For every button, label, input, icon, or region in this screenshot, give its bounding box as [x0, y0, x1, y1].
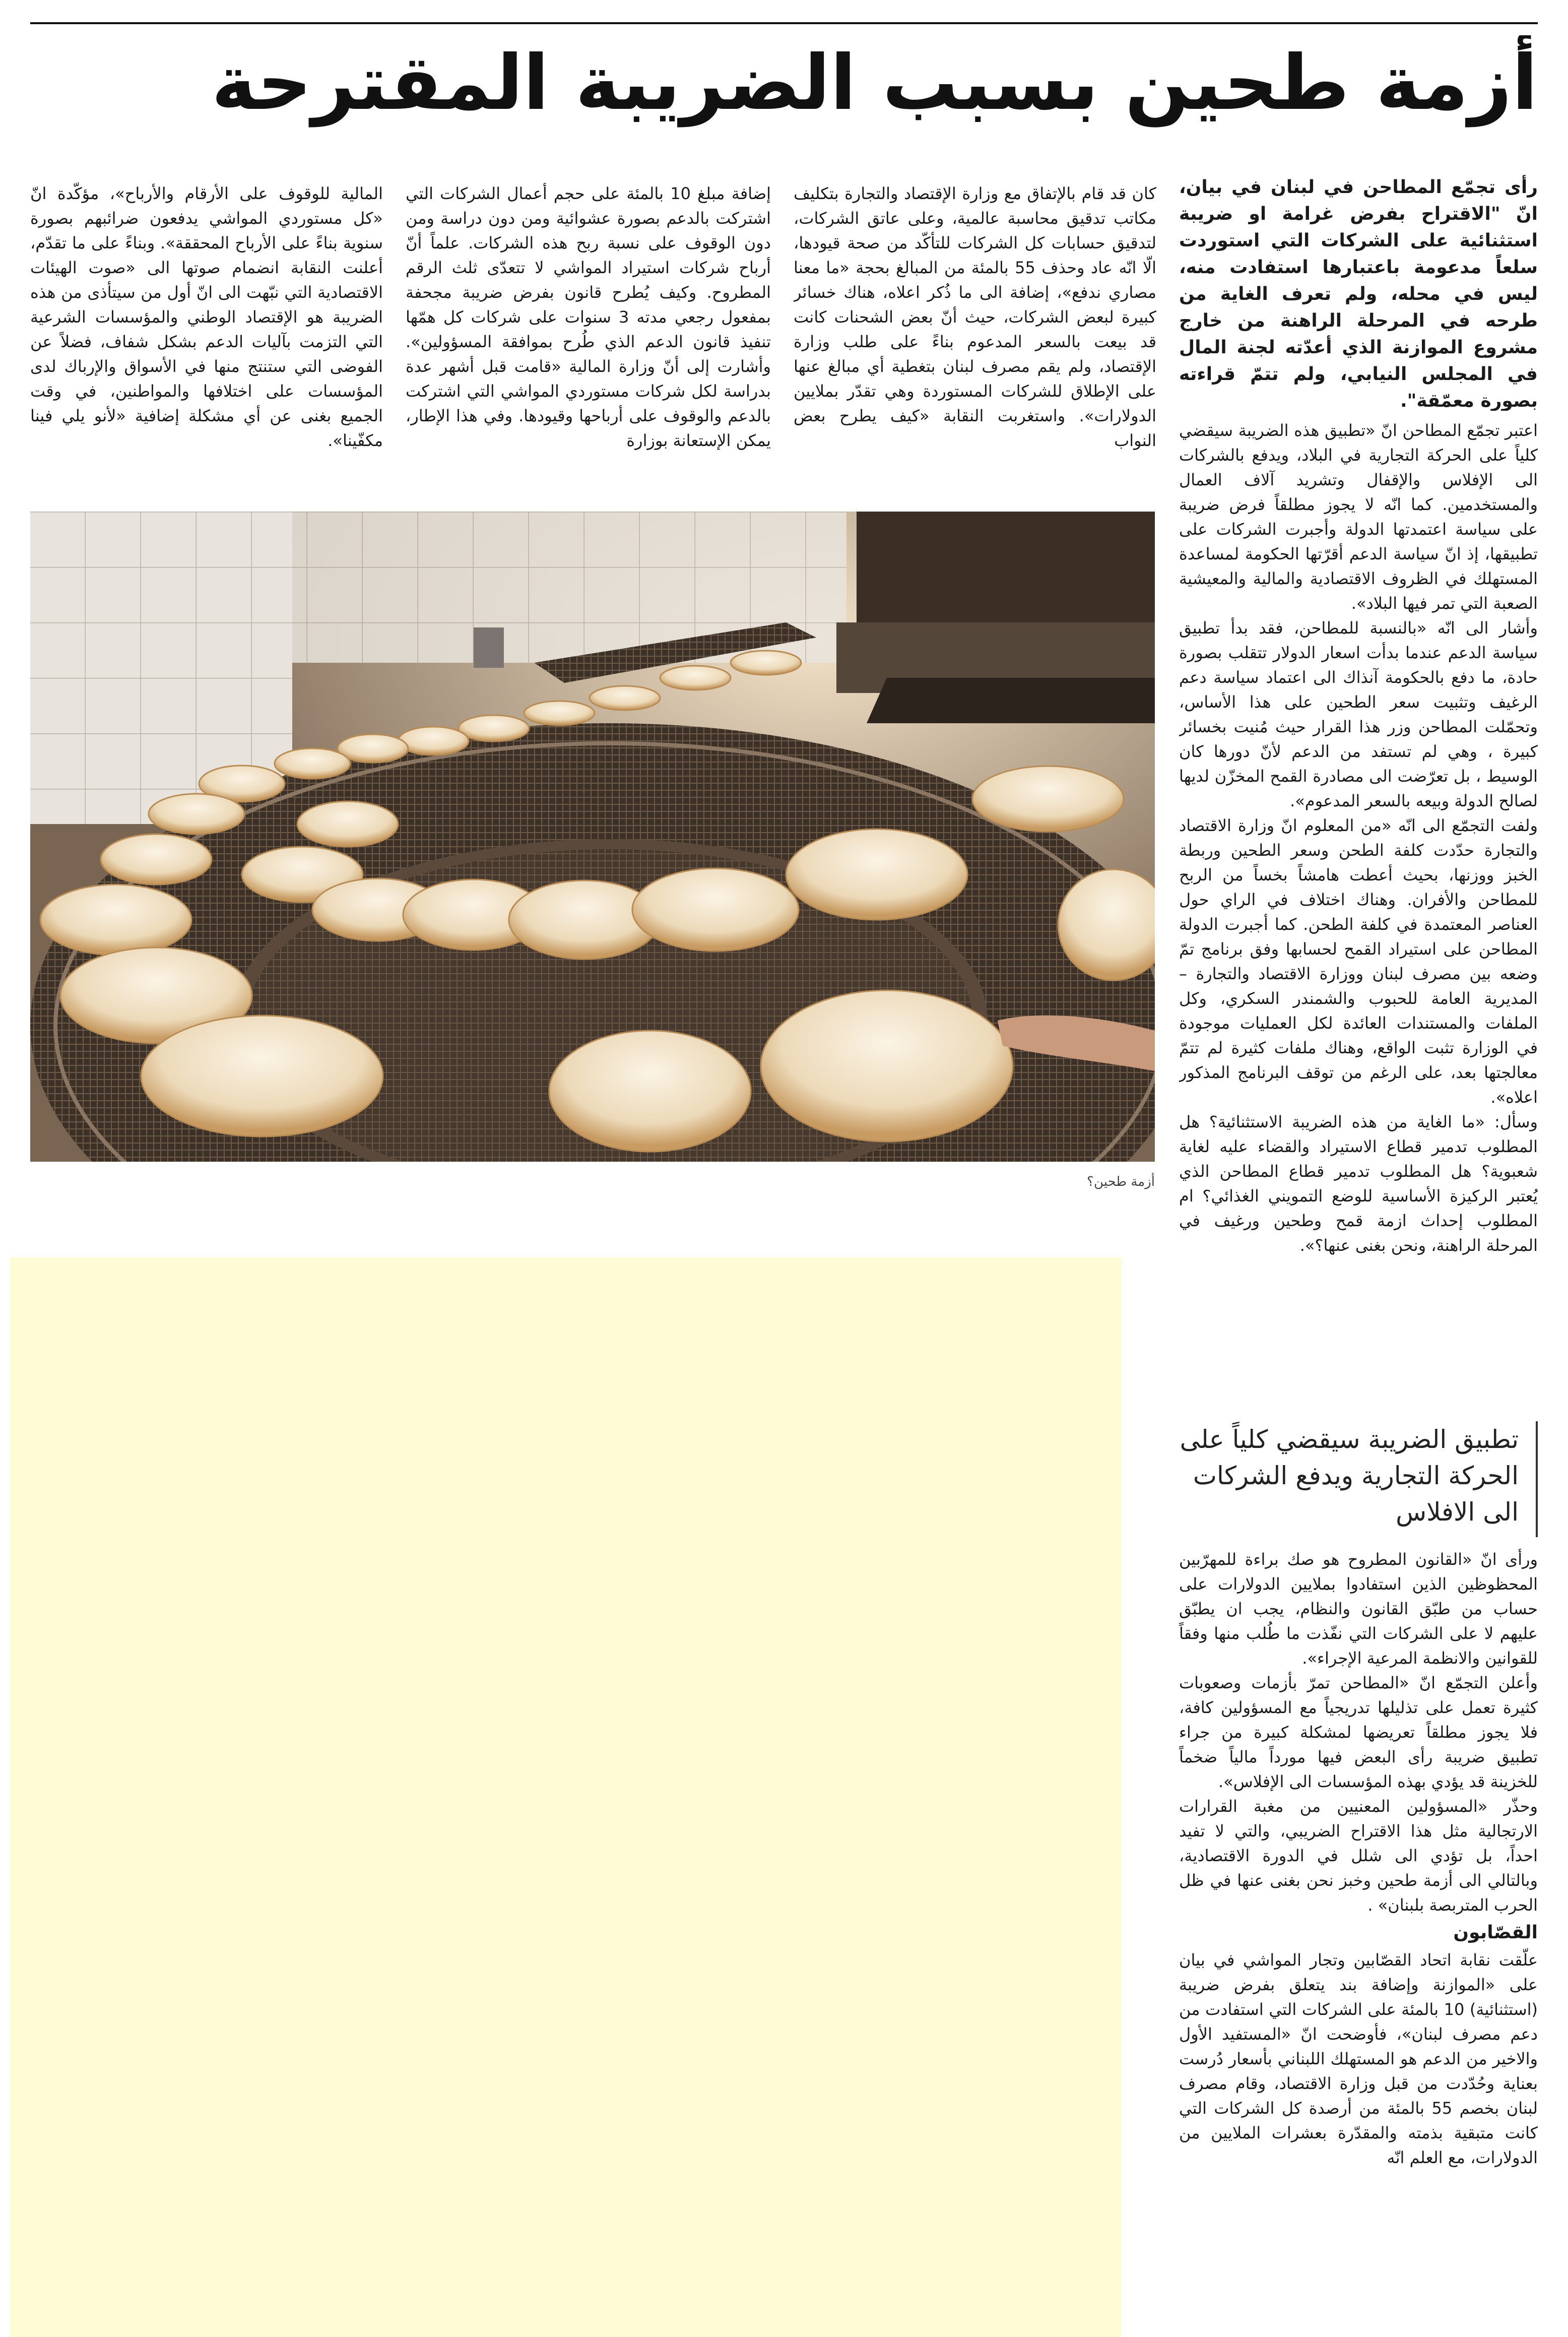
column-1-body [1179, 418, 1538, 1406]
column-4 [30, 181, 383, 504]
bakery-photo [30, 512, 1155, 1162]
col1-paragraph: اعتبر تجمّع المطاحن انّ «تطبيق هذه الضريبة سيقضي كلياً على الحركة التجارية في البلاد، ويدفع بالشركات الى الإفلاس والإقفال وتشريد آلاف العمال والمستخدمين. كما انّه لا يجوز مطلقاً فرض ضريبة على سياسة اعتمدتها الدولة وأجبرت الشركات على تطبيقها، إذ انّ سياسة الدعم أقرّتها الحكومة لمساعدة المستهلك في الظروف الاقتصادية والمالية والمعيشية الصعبة التي تمر فيها البلاد». [1179, 421, 1538, 613]
lead-paragraph [1179, 174, 1538, 411]
lead-text: رأى تجمّع المطاحن في لبنان في بيان، انّ "الاقتراح بفرض غرامة او ضريبة استثنائية على الشركات التي استوردت سلعاً مدعومة باعتبارها استفادت منه، ليس في محله، ولم تعرف الغاية من طرحه في المرحلة الراهنة من خارج مشروع الموازنة الذي أعدّته لجنة المال في المجلس النيابي، ولم تتمّ قراءته بصورة معمّقة". [1179, 177, 1538, 411]
headline: أزمة طحين بسبب الضريبة المقترحة [211, 39, 1538, 127]
col2-text: كان قد قام بالإتفاق مع وزارة الإقتصاد والتجارة بتكليف مكاتب تدقيق محاسبة عالمية، وعلى عاتق الشركات، لتدقيق حسابات كل الشركات للتأكّد من صحة قيودها، الّا انّه عاد وحذف 55 بالمئة من المبالغ بحجة «ما معنا مصاري ندفع»، إضافة الى ما ذُكر اعلاه، هناك خسائر كبيرة لبعض الشركات، حيث أنّ بعض الشحنات كانت قد بيعت بالسعر المدعوم بناءً على طلب وزارة الإقتصاد، ولم يقم مصرف لبنان بتغطية أي مبالغ عنها على الإطلاق للشركات المستوردة وهي تقدّر بملايين الدولارات». واستغربت النقابة «كيف يطرح بعض النواب [794, 184, 1156, 450]
col3-text: إضافة مبلغ 10 بالمئة على حجم أعمال الشركات التي اشتركت بالدعم بصورة عشوائية ومن دون دراسة ومن دون الوقوف على نسبة ربح هذه الشركات. علماً أنّ أرباح شركات استيراد المواشي لا تتعدّى ثلث الرقم المطروح. وكيف يُطرح قانون بفرض ضريبة مجحفة بمفعول رجعي مدته 3 سنوات على شركات كل همّها تنفيذ قانون الدعم الذي طُرح بموافقة المسؤولين». وأشارت إلى أنّ وزارة المالية «قامت قبل أشهر عدة بدراسة لكل شركات مستوردي المواشي التي اشتركت بالدعم والوقوف على أرباحها وقيودها. وفي هذا الإطار، يمكن الإستعانة بوزارة [406, 184, 771, 450]
column-3 [406, 181, 771, 504]
ad-space [10, 1257, 1121, 2337]
col4-text: المالية للوقوف على الأرقام والأرباح»، مؤكّدة انّ «كل مستوردي المواشي يدفعون ضرائبهم بصورة سنوية بناءً على الأرباح المحققة». وبناءً على ما تقدّم، أعلنت النقابة انضمام صوتها الى «صوت الهيئات الاقتصادية التي نبّهت الى انّ أول من سيتأذى من هذه الضريبة هو الإقتصاد الوطني والمؤسسات الشرعية التي التزمت بآليات الدعم بشكل شفاف، فضلاً عن الفوضى التي ستنتج منها في الأسواق والإرباك لدى المؤسسات على اختلافها والمواطنين، في وقت الجميع بغنى عن أي مشكلة إضافية «لأنو يلي فينا مكفّينا». [30, 184, 383, 450]
col1-paragraph: وسأل: «ما الغاية من هذه الضريبة الاستثنائية؟ هل المطلوب تدمير قطاع الاستيراد والقضاء عليه لغاية شعبوية؟ هل المطلوب تدمير قطاع المطاحن الذي يُعتبر الركيزة الأساسية للوضع التمويني الغذائي؟ ام المطلوب إحداث ازمة قمح وطحين ورغيف في المرحلة الراهنة، ونحن بغنى عنها؟». [1179, 1112, 1538, 1255]
pull-quote: تطبيق الضريبة سيقضي كلياً على الحركة التجارية ويدفع الشركات الى الافلاس [1179, 1421, 1538, 1537]
col1b-paragraph: ورأى انّ «القانون المطروح هو صك براءة للمهرّبين المحظوظين الذين استفادوا بملايين الدولارات على حساب من طبّق القانون والنظام، يجب ان يطبّق عليهم لا على الشركات التي نفّذت ما طُلب منها وفقاً للقوانين والانظمة المرعية الإجراء». [1179, 1550, 1538, 1668]
col1b-paragraph: وحذّر «المسؤولين المعنيين من مغبة القرارات الارتجالية مثل هذا الاقتراح الضريبي، والتي لا تفيد احداً، بل تؤدي الى شلل في الدورة الاقتصادية، وبالتالي الى أزمة طحين وخبز نحن بغنى عنها في ظل الحرب المتربصة بلبنان» . [1179, 1797, 1538, 1915]
top-rule [30, 22, 1538, 24]
column-1-continued [1179, 1547, 1538, 2323]
col1-paragraph: ولفت التجمّع الى انّه «من المعلوم انّ وزارة الاقتصاد والتجارة حدّدت كلفة الطحن وسعر الطحين وربطة الخبز ووزنها، بحيث أعطت هامشاً بخساً من الربح للمطاحن والأفران. وهناك اختلاف في الراي حول العناصر المعتمدة في كلفة الطحن. كما أجبرت الدولة المطاحن على استيراد القمح لحسابها وفق برنامج تمّ وضعه بين مصرف لبنان ووزارة الاقتصاد والتجارة – المديرية العامة للحبوب والشمندر السكري، وكل الملفات والمستندات العائدة لكل العمليات موجودة في الوزارة تثبت الواقع، وهناك ملفات كثيرة لم تتمّ معالجتها بعد، على الرغم من توقف البرنامج المذكور اعلاه». [1179, 816, 1538, 1107]
subhead-butchers: القصّابون [1453, 1922, 1538, 1943]
bakery-photo-illustration [30, 512, 1155, 1162]
col1b-paragraph: وأعلن التجمّع انّ «المطاحن تمرّ بأزمات وصعوبات كثيرة تعمل على تذليلها تدريجياً مع المسؤولين كافة، فلا يجوز مطلقاً تعريضها لمشكلة كبيرة من جراء تطبيق ضريبة رأى البعض فيها مورداً مالياً ضخماً للخزينة قد يؤدي بهذه المؤسسات الى الإفلاس». [1179, 1673, 1538, 1791]
col1-paragraph: وأشار الى انّه «بالنسبة للمطاحن، فقد بدأ تطبيق سياسة الدعم عندما بدأت اسعار الدولار تتقلب بصورة حادة، ما دفع بالحكومة آنذاك الى اعتماد سياسة دعم الرغيف وتثبيت سعر الطحين على هذا الأساس، وتحمّلت المطاحن وزر هذا القرار حيث مُنيت بخسائر كبيرة ، وهي لم تستفد من الدعم لأنّ دورها كان الوسيط ، بل تعرّضت الى مصادرة القمح المخزّن لديها لصالح الدولة وبيعه بالسعر المدعوم». [1179, 618, 1538, 810]
col1c-paragraph: علّقت نقابة اتحاد القصّابين وتجار المواشي في بيان على «الموازنة وإضافة بند يتعلق بفرض ضريبة (استثنائية) 10 بالمئة على الشركات التي استفادت من دعم مصرف لبنان»، فأوضحت انّ «المستفيد الأول والاخير من الدعم هو المستهلك اللبناني بأسعار دُرست بعناية وحُدّدت من قبل وزارة الاقتصاد، وقام مصرف لبنان بخصم 55 بالمئة من أرصدة كل الشركات التي كانت متبقية بذمته والمقدّرة بعشرات الملايين من الدولارات، مع العلم انّه [1179, 1950, 1538, 2167]
photo-caption: أزمة طحين؟ [1087, 1174, 1155, 1189]
column-2 [794, 181, 1156, 504]
